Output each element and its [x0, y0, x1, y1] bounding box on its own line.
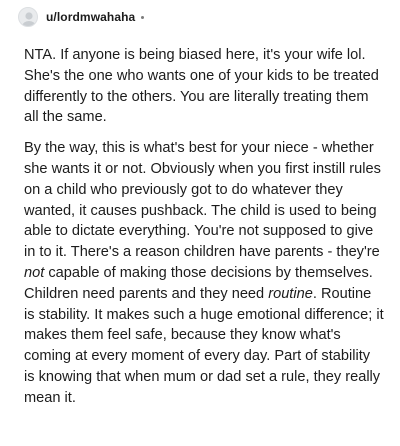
emphasis-routine: routine — [268, 285, 313, 302]
emphasis-not: not — [24, 264, 45, 281]
paragraph-2-text-1: By the way, this is what's best for your niece - whether she wants it or not. Obviously when you first instill rules on a child who previously got to do whatever they wanted, it causes pushback. The child is used to being able to dictate everything. You're not supposed to give in to it. There's a reason children have parents - they're — [24, 140, 381, 261]
paragraph-2-text-2: capable of making those decisions by themselves. Children need parents and they need — [24, 264, 373, 302]
comment-paragraph-2 — [24, 138, 384, 408]
comment-paragraph-1: NTA. If anyone is being biased here, it's your wife lol. She's the one who wants one of your kids to be treated differently to the others. You are literally treating them all the same. — [24, 47, 379, 126]
avatar-silhouette-icon — [19, 8, 38, 27]
comment-author[interactable]: u/lordmwahaha — [46, 10, 136, 24]
user-avatar-icon[interactable] — [18, 7, 38, 27]
comment-body — [24, 45, 384, 419]
comment-header — [18, 6, 144, 28]
paragraph-2-text-3: . Routine is stability. It makes such a huge emotional difference; it makes them feel safe, because they know what's coming at every moment of every day. Part of stability is knowing that when mum or dad set a rule, they really mean it. — [24, 285, 384, 406]
dot-separator-icon — [141, 16, 144, 19]
